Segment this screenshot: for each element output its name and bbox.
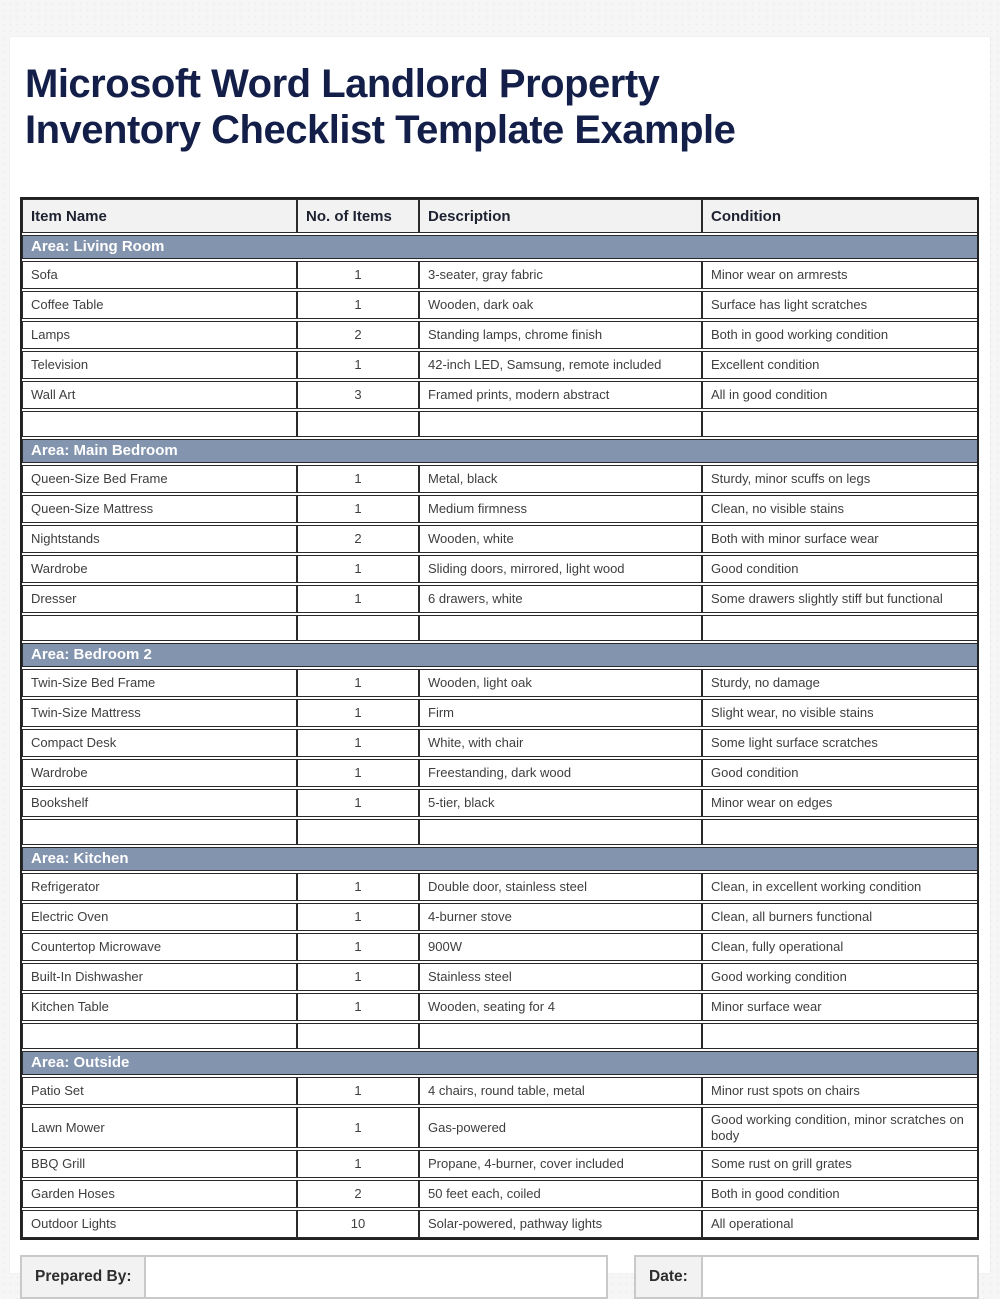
qty-cell: 1 [297, 963, 419, 991]
description-cell: 4-burner stove [419, 903, 702, 931]
condition-cell: Good condition [702, 759, 979, 787]
description-cell: Sliding doors, mirrored, light wood [419, 555, 702, 583]
description-cell: 5-tier, black [419, 789, 702, 817]
description-cell: Firm [419, 699, 702, 727]
qty-cell: 10 [297, 1210, 419, 1238]
description-cell: 4 chairs, round table, metal [419, 1077, 702, 1105]
description-cell: Double door, stainless steel [419, 873, 702, 901]
qty-cell: 1 [297, 261, 419, 289]
table-row [22, 729, 979, 757]
description-cell: White, with chair [419, 729, 702, 757]
item-cell: Queen-Size Bed Frame [22, 465, 297, 493]
description-cell: Stainless steel [419, 963, 702, 991]
qty-cell: 3 [297, 381, 419, 409]
description-cell: Solar-powered, pathway lights [419, 1210, 702, 1238]
empty-row [22, 819, 979, 845]
item-cell: Lawn Mower [22, 1107, 297, 1148]
condition-cell: Clean, fully operational [702, 933, 979, 961]
item-cell: Dresser [22, 585, 297, 613]
description-cell: Standing lamps, chrome finish [419, 321, 702, 349]
qty-cell: 1 [297, 729, 419, 757]
table-row [22, 381, 979, 409]
condition-cell: Clean, no visible stains [702, 495, 979, 523]
description-cell: Medium firmness [419, 495, 702, 523]
condition-cell: Good condition [702, 555, 979, 583]
area-header-row [22, 847, 979, 871]
document-page [10, 37, 990, 1286]
qty-cell: 1 [297, 585, 419, 613]
condition-cell: Minor wear on armrests [702, 261, 979, 289]
item-cell: Wardrobe [22, 555, 297, 583]
qty-cell: 1 [297, 993, 419, 1021]
empty-cell [297, 615, 419, 641]
date-label: Date: [636, 1257, 703, 1297]
empty-cell [22, 1023, 297, 1049]
table-row [22, 1107, 979, 1148]
empty-cell [419, 411, 702, 437]
qty-cell: 1 [297, 351, 419, 379]
qty-cell: 1 [297, 1077, 419, 1105]
inventory-table-container [20, 197, 979, 1240]
table-row [22, 789, 979, 817]
item-cell: Wardrobe [22, 759, 297, 787]
inventory-table-body [22, 235, 979, 1238]
prepared-by-label: Prepared By: [22, 1257, 146, 1297]
item-cell: Electric Oven [22, 903, 297, 931]
description-cell: Propane, 4-burner, cover included [419, 1150, 702, 1178]
page-title-line-2: Inventory Checklist Template Example [25, 108, 736, 152]
condition-cell: Good working condition, minor scratches on body [702, 1107, 979, 1148]
area-header-row [22, 235, 979, 259]
description-cell: Gas-powered [419, 1107, 702, 1148]
qty-cell: 1 [297, 933, 419, 961]
condition-cell: Minor surface wear [702, 993, 979, 1021]
inventory-table [22, 197, 979, 1240]
table-row [22, 495, 979, 523]
item-cell: Television [22, 351, 297, 379]
condition-cell: Sturdy, no damage [702, 669, 979, 697]
item-cell: Twin-Size Bed Frame [22, 669, 297, 697]
condition-cell: Minor rust spots on chairs [702, 1077, 979, 1105]
item-cell: Bookshelf [22, 789, 297, 817]
condition-cell: Some rust on grill grates [702, 1150, 979, 1178]
condition-cell: All in good condition [702, 381, 979, 409]
column-header-no-of-items: No. of Items [297, 199, 419, 233]
qty-cell: 1 [297, 699, 419, 727]
qty-cell: 1 [297, 495, 419, 523]
empty-cell [22, 615, 297, 641]
description-cell: Freestanding, dark wood [419, 759, 702, 787]
item-cell: Refrigerator [22, 873, 297, 901]
description-cell: 42-inch LED, Samsung, remote included [419, 351, 702, 379]
description-cell: 50 feet each, coiled [419, 1180, 702, 1208]
qty-cell: 1 [297, 465, 419, 493]
description-cell: 3-seater, gray fabric [419, 261, 702, 289]
empty-cell [297, 819, 419, 845]
item-cell: Queen-Size Mattress [22, 495, 297, 523]
qty-cell: 1 [297, 903, 419, 931]
qty-cell: 1 [297, 669, 419, 697]
description-cell: Metal, black [419, 465, 702, 493]
description-cell: 900W [419, 933, 702, 961]
table-row [22, 261, 979, 289]
condition-cell: Excellent condition [702, 351, 979, 379]
qty-cell: 1 [297, 1150, 419, 1178]
condition-cell: Surface has light scratches [702, 291, 979, 319]
item-cell: Kitchen Table [22, 993, 297, 1021]
item-cell: Built-In Dishwasher [22, 963, 297, 991]
empty-cell [702, 1023, 979, 1049]
area-header-label: Area: Outside [22, 1051, 979, 1075]
page-title [25, 61, 975, 153]
table-row [22, 903, 979, 931]
description-cell: Wooden, dark oak [419, 291, 702, 319]
condition-cell: Clean, in excellent working condition [702, 873, 979, 901]
table-row [22, 963, 979, 991]
condition-cell: Both with minor surface wear [702, 525, 979, 553]
date-input[interactable] [703, 1257, 977, 1297]
table-row [22, 291, 979, 319]
date-field [634, 1255, 979, 1299]
empty-cell [419, 1023, 702, 1049]
empty-cell [22, 819, 297, 845]
table-row [22, 525, 979, 553]
qty-cell: 1 [297, 555, 419, 583]
empty-cell [702, 411, 979, 437]
description-cell: Wooden, white [419, 525, 702, 553]
column-header-item-name: Item Name [22, 199, 297, 233]
qty-cell: 2 [297, 1180, 419, 1208]
table-row [22, 1150, 979, 1178]
table-row [22, 1210, 979, 1238]
table-row [22, 1180, 979, 1208]
item-cell: Lamps [22, 321, 297, 349]
condition-cell: Good working condition [702, 963, 979, 991]
area-header-label: Area: Living Room [22, 235, 979, 259]
area-header-row [22, 439, 979, 463]
item-cell: Compact Desk [22, 729, 297, 757]
item-cell: Outdoor Lights [22, 1210, 297, 1238]
table-row [22, 669, 979, 697]
condition-cell: Both in good working condition [702, 321, 979, 349]
empty-cell [419, 819, 702, 845]
item-cell: Nightstands [22, 525, 297, 553]
item-cell: Twin-Size Mattress [22, 699, 297, 727]
empty-row [22, 411, 979, 437]
qty-cell: 1 [297, 759, 419, 787]
condition-cell: Sturdy, minor scuffs on legs [702, 465, 979, 493]
item-cell: Countertop Microwave [22, 933, 297, 961]
qty-cell: 1 [297, 291, 419, 319]
empty-row [22, 615, 979, 641]
description-cell: Wooden, seating for 4 [419, 993, 702, 1021]
qty-cell: 1 [297, 789, 419, 817]
table-row [22, 1077, 979, 1105]
table-header-row [22, 199, 979, 233]
qty-cell: 2 [297, 525, 419, 553]
condition-cell: Some drawers slightly stiff but functional [702, 585, 979, 613]
prepared-by-field [20, 1255, 608, 1299]
table-row [22, 321, 979, 349]
empty-cell [297, 411, 419, 437]
table-row [22, 759, 979, 787]
qty-cell: 1 [297, 873, 419, 901]
condition-cell: Some light surface scratches [702, 729, 979, 757]
area-header-row [22, 1051, 979, 1075]
condition-cell: Slight wear, no visible stains [702, 699, 979, 727]
description-cell: Framed prints, modern abstract [419, 381, 702, 409]
page-title-line-1: Microsoft Word Landlord Property [25, 62, 660, 106]
area-header-label: Area: Main Bedroom [22, 439, 979, 463]
area-header-row [22, 643, 979, 667]
table-row [22, 993, 979, 1021]
description-cell: 6 drawers, white [419, 585, 702, 613]
qty-cell: 1 [297, 1107, 419, 1148]
table-row [22, 873, 979, 901]
table-row [22, 351, 979, 379]
table-row [22, 933, 979, 961]
table-row [22, 585, 979, 613]
item-cell: Sofa [22, 261, 297, 289]
empty-cell [419, 615, 702, 641]
empty-cell [702, 615, 979, 641]
signature-footer [20, 1255, 979, 1299]
item-cell: Coffee Table [22, 291, 297, 319]
condition-cell: All operational [702, 1210, 979, 1238]
table-row [22, 465, 979, 493]
area-header-label: Area: Bedroom 2 [22, 643, 979, 667]
qty-cell: 2 [297, 321, 419, 349]
condition-cell: Both in good condition [702, 1180, 979, 1208]
empty-row [22, 1023, 979, 1049]
area-header-label: Area: Kitchen [22, 847, 979, 871]
item-cell: Garden Hoses [22, 1180, 297, 1208]
item-cell: Wall Art [22, 381, 297, 409]
column-header-condition: Condition [702, 199, 979, 233]
table-row [22, 555, 979, 583]
item-cell: BBQ Grill [22, 1150, 297, 1178]
item-cell: Patio Set [22, 1077, 297, 1105]
column-header-description: Description [419, 199, 702, 233]
prepared-by-input[interactable] [146, 1257, 606, 1297]
empty-cell [22, 411, 297, 437]
condition-cell: Minor wear on edges [702, 789, 979, 817]
empty-cell [297, 1023, 419, 1049]
description-cell: Wooden, light oak [419, 669, 702, 697]
condition-cell: Clean, all burners functional [702, 903, 979, 931]
table-row [22, 699, 979, 727]
empty-cell [702, 819, 979, 845]
